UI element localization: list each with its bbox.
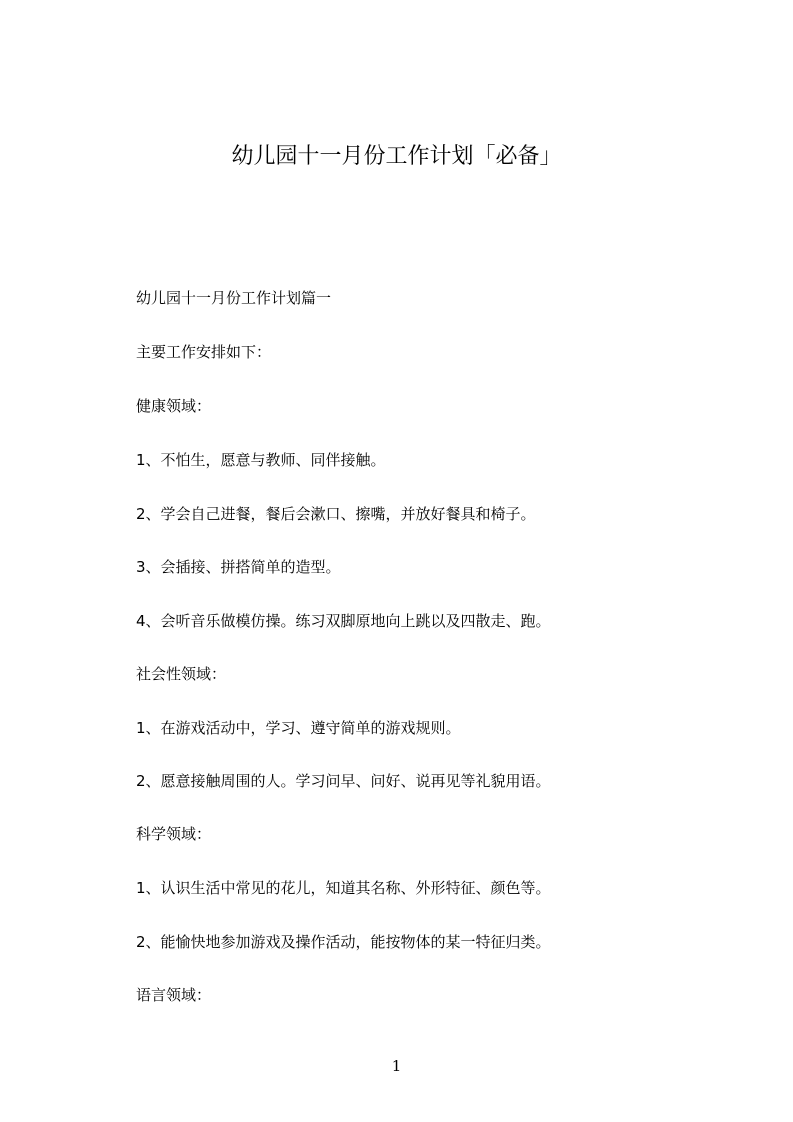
paragraph: 主要工作安排如下： xyxy=(136,343,272,361)
list-item: 2、学会自己进餐，餐后会漱口、擦嘴，并放好餐具和椅子。 xyxy=(136,505,536,523)
page-number: 1 xyxy=(391,1057,402,1075)
list-item: 2、能愉快地参加游戏及操作活动，能按物体的某一特征归类。 xyxy=(136,933,551,951)
domain-heading-language: 语言领域： xyxy=(136,986,212,1004)
list-item: 2、愿意接触周围的人。学习问早、问好、说再见等礼貌用语。 xyxy=(136,772,551,790)
list-item: 1、不怕生，愿意与教师、同伴接触。 xyxy=(136,451,386,469)
domain-heading-health: 健康领域： xyxy=(136,397,212,415)
list-item: 1、在游戏活动中，学习、遵守简单的游戏规则。 xyxy=(136,719,461,737)
list-item: 4、会听音乐做模仿操。练习双脚原地向上跳以及四散走、跑。 xyxy=(136,612,551,630)
list-item: 1、认识生活中常见的花儿，知道其名称、外形特征、颜色等。 xyxy=(136,879,551,897)
list-item: 3、会插接、拼搭简单的造型。 xyxy=(136,558,341,576)
domain-heading-science: 科学领域： xyxy=(136,825,212,843)
section-heading: 幼儿园十一月份工作计划篇一 xyxy=(136,289,332,307)
domain-heading-social: 社会性领域： xyxy=(136,665,227,683)
document-title: 幼儿园十一月份工作计划「必备」 xyxy=(231,144,562,169)
